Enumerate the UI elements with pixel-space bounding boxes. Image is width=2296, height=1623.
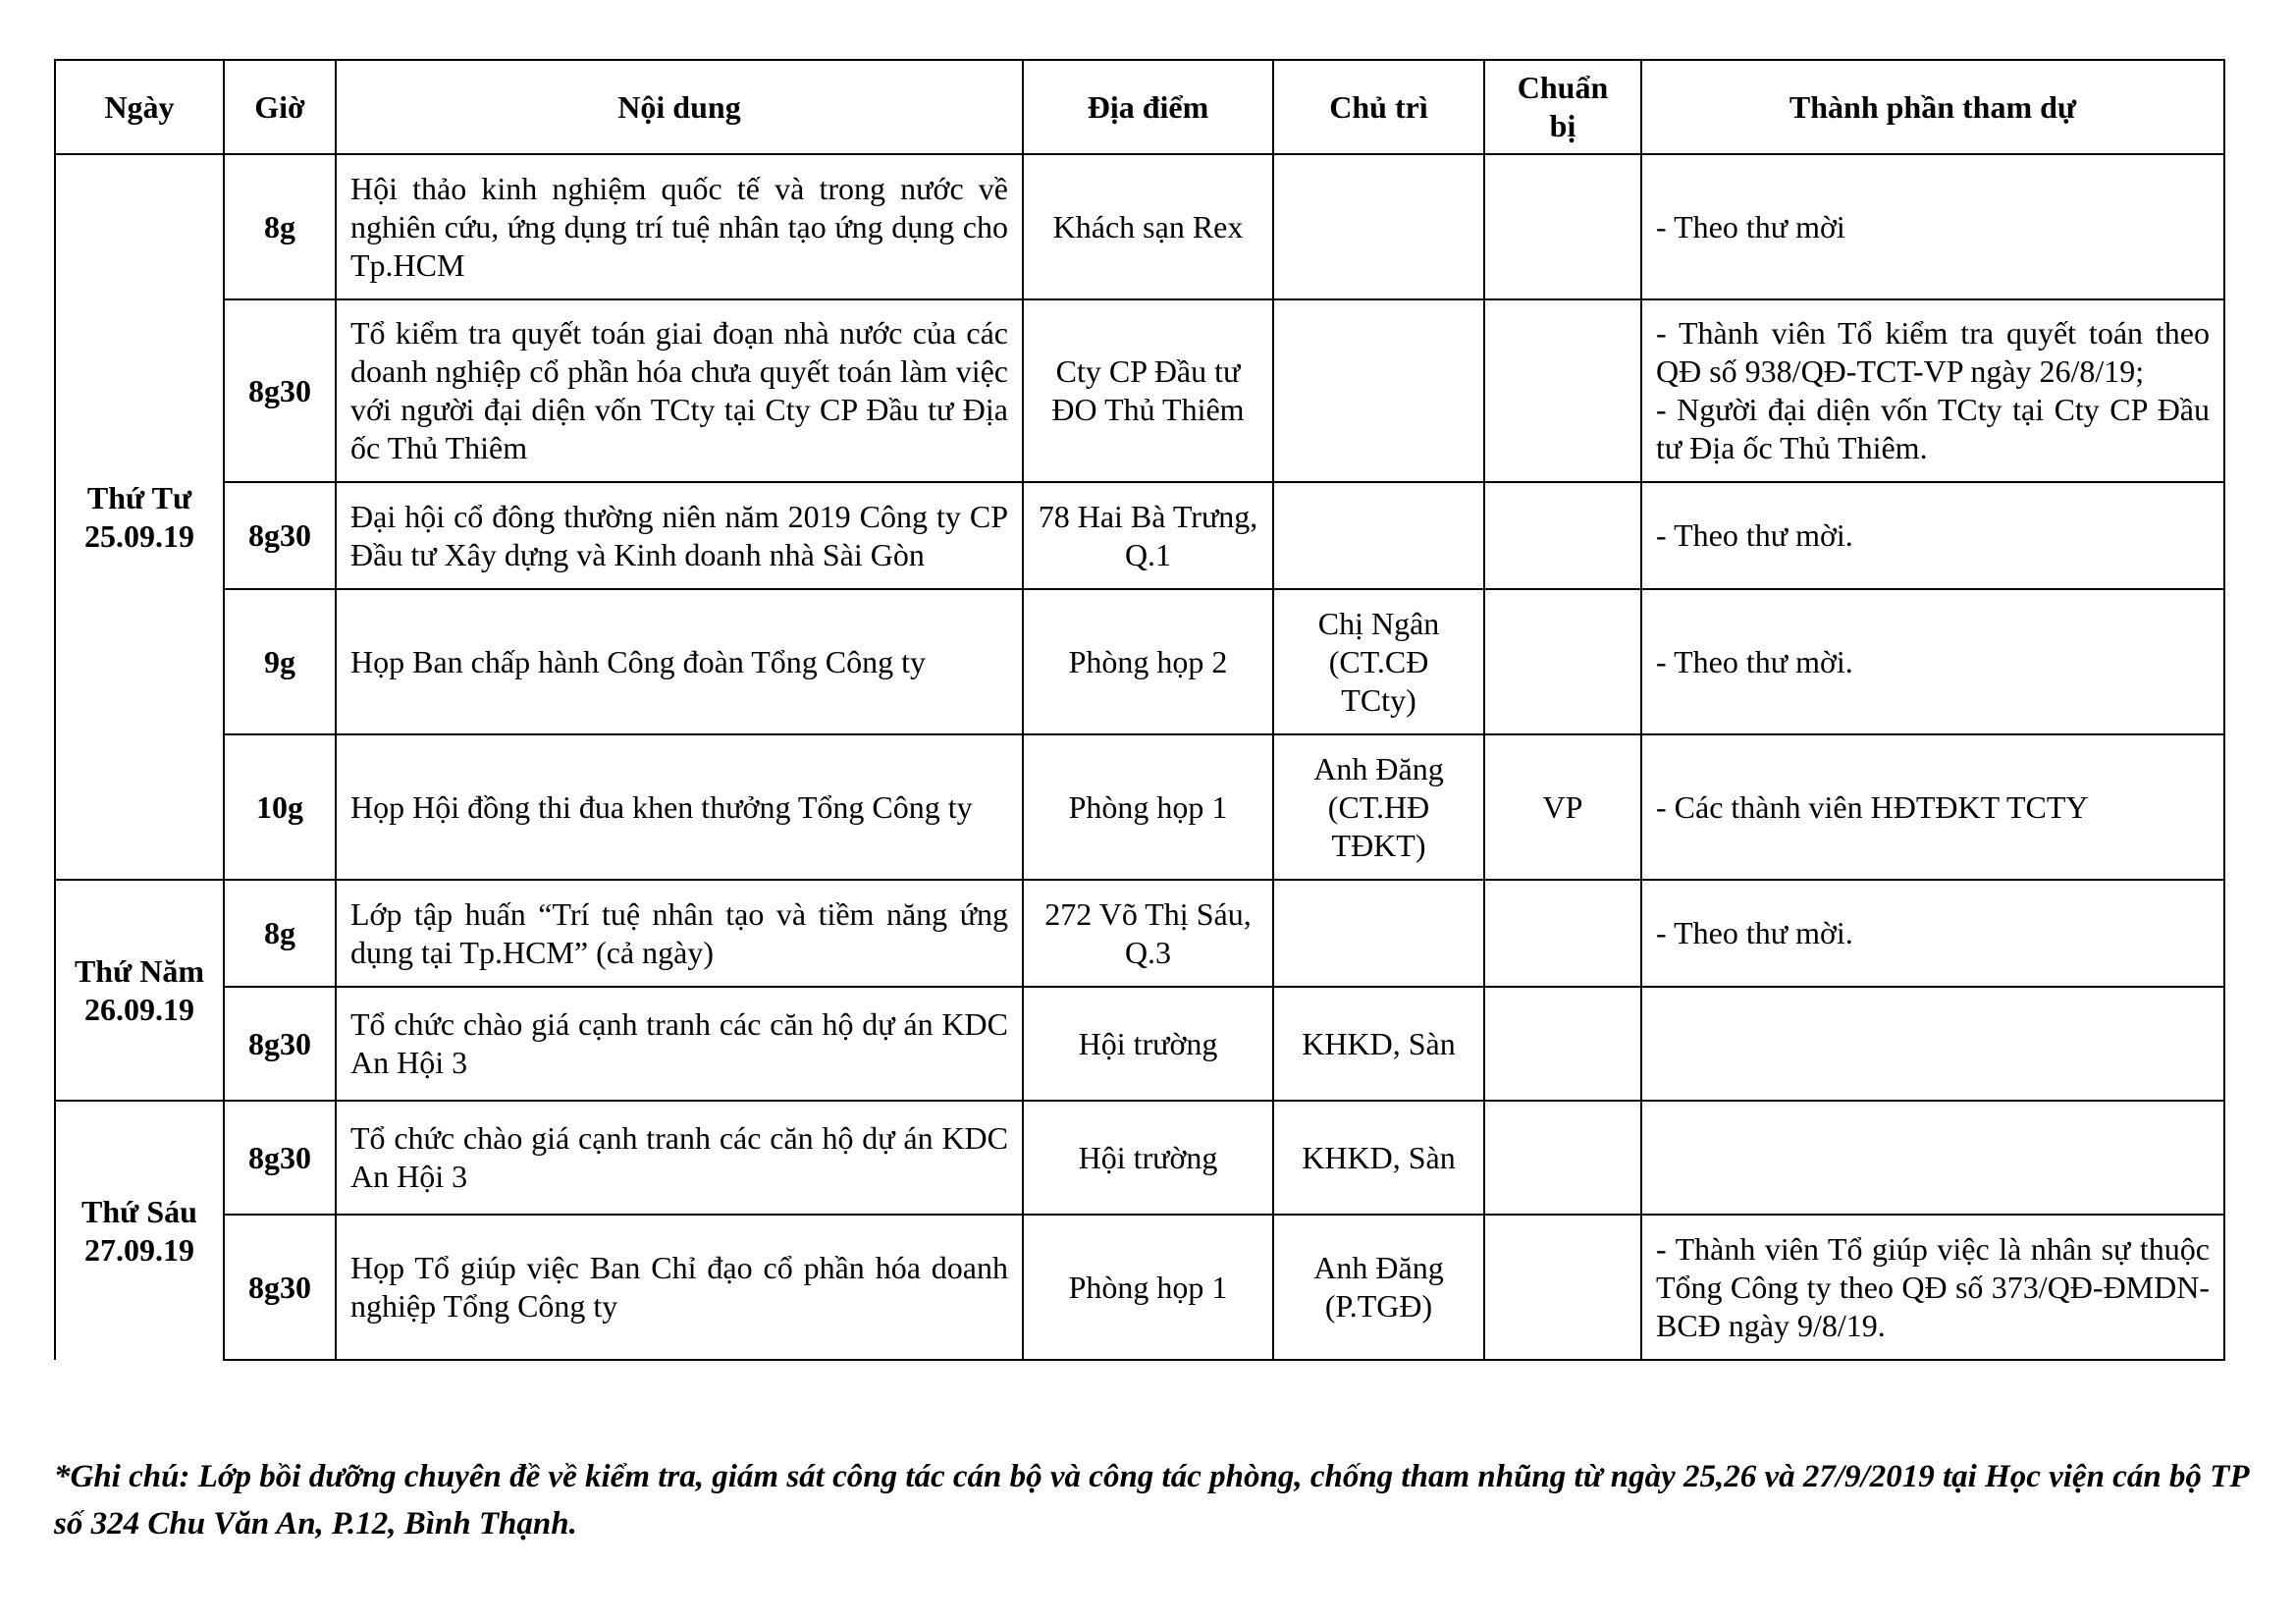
day-cell [55, 154, 224, 880]
day-cell [55, 880, 224, 1101]
event-time: 8g30 [224, 482, 336, 589]
table-row [55, 589, 2224, 734]
event-host-line-1: Chị Ngân [1317, 605, 1440, 641]
event-time: 8g [224, 154, 336, 299]
event-attendees-line-1: - Thành viên Tổ kiểm tra quyết toán theo QĐ số 938/QĐ-TCT-VP ngày 26/8/19; [1656, 315, 2210, 389]
header-prep [1484, 60, 1641, 154]
event-content: Tổ chức chào giá cạnh tranh các căn hộ dự án KDC An Hội 3 [336, 987, 1023, 1101]
event-prep [1484, 589, 1641, 734]
table-row [55, 880, 2224, 987]
event-attendees-line-1: - Theo thư mời. [1656, 643, 1853, 679]
event-attendees [1641, 1215, 2224, 1360]
event-host [1273, 154, 1484, 299]
footnote: *Ghi chú: Lớp bồi dưỡng chuyên đề về kiểm tra, giám sát công tác cán bộ và công tác phòng, chống tham nhũng từ ngày 25,26 và 27/9/2019 tại Học viện cán bộ TP số 324 Chu Văn An, P.12, Bình Thạnh. [54, 1459, 2249, 1542]
event-attendees-line-1: - Theo thư mời [1656, 208, 1845, 244]
event-attendees [1641, 987, 2224, 1101]
event-place: Phòng họp 1 [1023, 1215, 1273, 1360]
event-place: 78 Hai Bà Trưng, Q.1 [1023, 482, 1273, 589]
table-row [55, 299, 2224, 482]
event-host-line-2: (CT.CĐ [1328, 643, 1429, 679]
header-attendees: Thành phần tham dự [1641, 60, 2224, 154]
day-date: 25.09.19 [84, 517, 194, 554]
event-host-line-1: Anh Đăng [1313, 750, 1444, 786]
event-content: Họp Ban chấp hành Công đoàn Tổng Công ty [336, 589, 1023, 734]
header-row [55, 60, 2224, 154]
event-prep [1484, 1215, 1641, 1360]
day-date: 27.09.19 [84, 1231, 194, 1268]
event-content: Tổ chức chào giá cạnh tranh các căn hộ dự án KDC An Hội 3 [336, 1101, 1023, 1215]
event-host [1273, 734, 1484, 880]
day-weekday: Thứ Năm [74, 952, 205, 989]
event-host-line-1: Anh Đăng [1313, 1250, 1444, 1285]
table-row [55, 1215, 2224, 1360]
event-place: Khách sạn Rex [1023, 154, 1273, 299]
event-attendees-line-2: - Người đại diện vốn TCty tại Cty CP Đầu tư Địa ốc Thủ Thiêm. [1656, 392, 2210, 465]
table-row [55, 987, 2224, 1101]
event-prep [1484, 482, 1641, 589]
event-place: Hội trường [1023, 1101, 1273, 1215]
table-row [55, 734, 2224, 880]
event-host [1273, 987, 1484, 1101]
event-time: 10g [224, 734, 336, 880]
schedule-table [54, 59, 2225, 1361]
event-host-line-2: (CT.HĐ [1327, 788, 1430, 825]
event-time: 8g30 [224, 987, 336, 1101]
event-host-line-1: KHKD, Sàn [1302, 1025, 1456, 1061]
event-time: 8g30 [224, 1215, 336, 1360]
event-attendees-line-1: - Thành viên Tổ giúp việc là nhân sự thuộc Tổng Công ty theo QĐ số 373/QĐ-ĐMDN-BCĐ ngày 9/8/19. [1656, 1230, 2210, 1343]
event-host [1273, 880, 1484, 987]
event-place: 272 Võ Thị Sáu, Q.3 [1023, 880, 1273, 987]
table-row [55, 482, 2224, 589]
event-prep [1484, 154, 1641, 299]
event-content: Hội thảo kinh nghiệm quốc tế và trong nước về nghiên cứu, ứng dụng trí tuệ nhân tạo ứng dụng cho Tp.HCM [336, 154, 1023, 299]
event-content: Lớp tập huấn “Trí tuệ nhân tạo và tiềm năng ứng dụng tại Tp.HCM” (cả ngày) [336, 880, 1023, 987]
event-host-line-1: KHKD, Sàn [1302, 1139, 1456, 1175]
event-host-line-3: TCty) [1341, 681, 1416, 718]
header-day: Ngày [55, 60, 224, 154]
table-row [55, 154, 2224, 299]
event-host [1273, 1215, 1484, 1360]
event-host-line-2: (P.TGĐ) [1324, 1288, 1433, 1324]
event-host [1273, 1101, 1484, 1215]
table-row [55, 1101, 2224, 1215]
event-time: 8g30 [224, 1101, 336, 1215]
event-time: 8g [224, 880, 336, 987]
event-place: Cty CP Đầu tư ĐO Thủ Thiêm [1023, 299, 1273, 482]
event-prep [1484, 1101, 1641, 1215]
day-weekday: Thứ Sáu [81, 1193, 197, 1229]
event-prep [1484, 880, 1641, 987]
event-host [1273, 299, 1484, 482]
event-attendees-line-1: - Theo thư mời. [1656, 517, 1853, 553]
day-cell [55, 1101, 224, 1360]
event-attendees [1641, 880, 2224, 987]
event-content: Họp Hội đồng thi đua khen thưởng Tổng Công ty [336, 734, 1023, 880]
event-place: Phòng họp 2 [1023, 589, 1273, 734]
event-prep: VP [1484, 734, 1641, 880]
event-host [1273, 482, 1484, 589]
header-prep-line-1: Chuẩn [1517, 70, 1609, 105]
event-content: Họp Tổ giúp việc Ban Chỉ đạo cổ phần hóa doanh nghiệp Tổng Công ty [336, 1215, 1023, 1360]
event-attendees-line-1: - Các thành viên HĐTĐKT TCTY [1656, 788, 2089, 825]
event-attendees [1641, 1101, 2224, 1215]
event-attendees [1641, 482, 2224, 589]
event-content: Tổ kiểm tra quyết toán giai đoạn nhà nước của các doanh nghiệp cổ phần hóa chưa quyết toán làm việc với người đại diện vốn TCty tại Cty CP Đầu tư Địa ốc Thủ Thiêm [336, 299, 1023, 482]
event-attendees-line-1: - Theo thư mời. [1656, 915, 1853, 950]
event-prep [1484, 299, 1641, 482]
day-date: 26.09.19 [84, 991, 194, 1027]
header-prep-line-2: bị [1549, 108, 1576, 143]
event-attendees [1641, 589, 2224, 734]
header-place: Địa điểm [1023, 60, 1273, 154]
header-content: Nội dung [336, 60, 1023, 154]
event-place: Phòng họp 1 [1023, 734, 1273, 880]
event-prep [1484, 987, 1641, 1101]
event-attendees [1641, 299, 2224, 482]
event-host [1273, 589, 1484, 734]
event-host-line-3: TĐKT) [1331, 827, 1426, 863]
event-attendees [1641, 154, 2224, 299]
event-time: 8g30 [224, 299, 336, 482]
header-time: Giờ [224, 60, 336, 154]
event-content: Đại hội cổ đông thường niên năm 2019 Công ty CP Đầu tư Xây dựng và Kinh doanh nhà Sài Gòn [336, 482, 1023, 589]
header-host: Chủ trì [1273, 60, 1484, 154]
event-place: Hội trường [1023, 987, 1273, 1101]
event-attendees [1641, 734, 2224, 880]
event-time: 9g [224, 589, 336, 734]
day-weekday: Thứ Tư [86, 479, 192, 515]
